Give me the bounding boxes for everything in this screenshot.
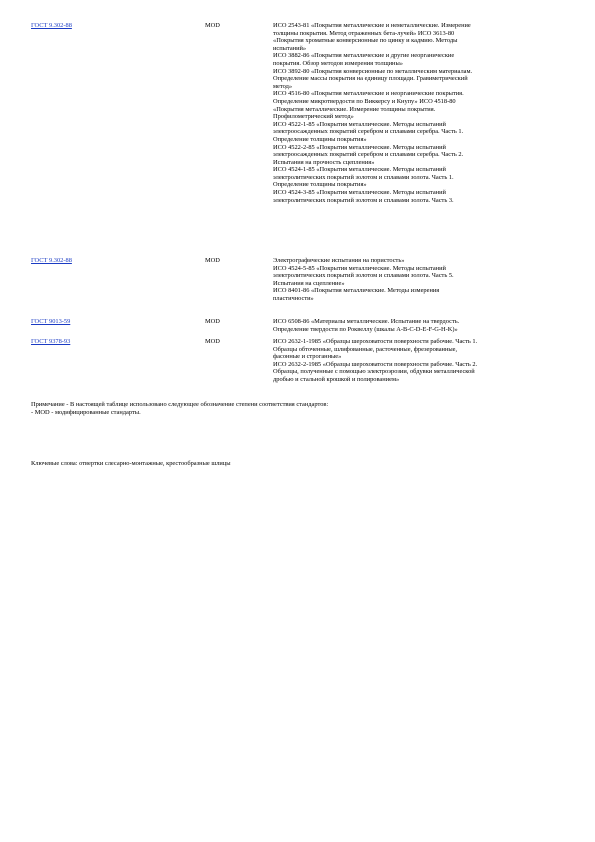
note-line: - MOD - модифицированные стандарты. — [31, 408, 141, 416]
standard-link[interactable]: ГОСТ 9013-59 — [31, 318, 71, 325]
standard-description-line: ИСО 2543-81 «Покрытия металлические и неметаллические. Измерение — [273, 22, 471, 29]
standard-description-line: «Покрытия хроматные конверсионные по цинку и кадмию. Методы — [273, 37, 458, 45]
standard-description-line: ИСО 4524-3-85 «Покрытия металлические. Методы испытаний — [273, 189, 446, 197]
standard-description-line: Испытания на сцепление» — [273, 279, 345, 287]
standard-description-line: Образцы, полученные с помощью электроэрозии, обдувки металлической — [273, 368, 475, 376]
standard-description-line: Электрографические испытания на пористость» — [273, 257, 405, 264]
standard-description-line: Определение толщины покрытия» — [273, 135, 367, 143]
standard-link[interactable]: ГОСТ 9.302-88 — [31, 22, 72, 29]
standard-description-line: фасонные и строганные» — [273, 353, 342, 361]
standard-description-line: электролитических покрытий золотом и сплавами золота. Часть 1. — [273, 173, 454, 181]
standard-description-line: Определение микротвердости по Виккерсу и Кнупу» ИСО 4518-80 — [273, 97, 456, 105]
standard-description-line: ИСО 4522-2-85 «Покрытия металлические. Методы испытаний — [273, 143, 446, 151]
standard-description-line: пластичности» — [273, 294, 314, 302]
standard-description-line: Образцы обточенные, шлифованные, расточенные, фрезерованные, — [273, 345, 458, 353]
standard-description-line: Определение массы покрытия на единицу площади. Гравиметрический — [273, 75, 468, 83]
standard-description-line: ИСО 4524-5-85 «Покрытия металлические. Методы испытаний — [273, 264, 446, 272]
standard-description-line: ИСО 4516-80 «Покрытия металлические и неорганические покрытия. — [273, 90, 464, 98]
standard-description-line: ИСО 4524-1-85 «Покрытия металлические. Методы испытаний — [273, 166, 446, 174]
standard-description-line: ИСО 8401-86 «Покрытия металлические. Методы измерения — [273, 287, 440, 295]
standard-description-line: испытаний» — [273, 44, 307, 52]
standard-description-line: Профилометрический метод» — [273, 113, 354, 121]
standard-description-line: дробью и стальной крошкой и полированием» — [273, 375, 400, 383]
table-note — [31, 401, 571, 416]
standard-description-line: ИСО 4522-1-85 «Покрытия металлические. Методы испытаний — [273, 120, 446, 128]
standard-link[interactable]: ГОСТ 9378-93 — [31, 338, 71, 345]
standard-description-line: толщины покрытия. Метод отраженных бета-лучей» ИСО 3613-80 — [273, 29, 455, 37]
international-standard-list — [273, 257, 563, 303]
standard-description-line: Определение толщины покрытия» — [273, 181, 367, 189]
standard-description-line: метод» — [273, 82, 293, 90]
conformity-degree: MOD — [205, 22, 220, 29]
standard-description-line: ИСО 3882-86 «Покрытия металлические и другие неорганические — [273, 52, 455, 60]
standard-description-line: ИСО 2632-1-1985 «Образцы шероховатости поверхности рабочие. Часть 1. — [273, 338, 478, 345]
standard-description-line: ИСО 2632-2-1985 «Образцы шероховатости поверхности рабочие. Часть 2. — [273, 360, 478, 368]
standard-description-line: «Покрытия металлические. Измерение толщины покрытия. — [273, 105, 436, 113]
standard-description-line: ИСО 6508-86 «Материалы металлические. Испытание на твердость. — [273, 318, 460, 325]
conformity-degree: MOD — [205, 257, 220, 264]
standard-description-line: ИСО 3892-80 «Покрытия конверсионные по металлическим материалам. — [273, 67, 473, 75]
standard-description-line: Испытания на прочность сцепления» — [273, 158, 375, 166]
standard-description-line: Определение твердости по Роквеллу (шкалы A-B-C-D-E-F-G-H-K)» — [273, 325, 458, 333]
keywords: Ключевые слова: отвертки слесарно-монтажные, крестообразные шлицы — [31, 460, 231, 467]
conformity-degree: MOD — [205, 318, 220, 325]
standard-description-line: электроосажденных покрытий серебром и сплавами серебра. Часть 1. — [273, 128, 464, 136]
standard-description-line: электролитических покрытий золотом и сплавами золота. Часть 3. — [273, 196, 454, 204]
standard-description-line: покрытия. Обзор методов измерения толщины» — [273, 59, 403, 67]
standard-link[interactable]: ГОСТ 9.302-88 — [31, 257, 72, 264]
international-standard-list — [273, 22, 563, 204]
conformity-degree: MOD — [205, 338, 220, 345]
standard-description-line: электролитических покрытий золотом и сплавами золота. Часть 5. — [273, 272, 454, 280]
international-standard-list — [273, 318, 563, 333]
standard-description-line: электроосажденных покрытий серебром и сплавами серебра. Часть 2. — [273, 151, 464, 159]
note-line: Примечание - В настоящей таблице использовано следующее обозначение степени соответствия стандартов: — [31, 401, 329, 408]
international-standard-list — [273, 338, 563, 384]
